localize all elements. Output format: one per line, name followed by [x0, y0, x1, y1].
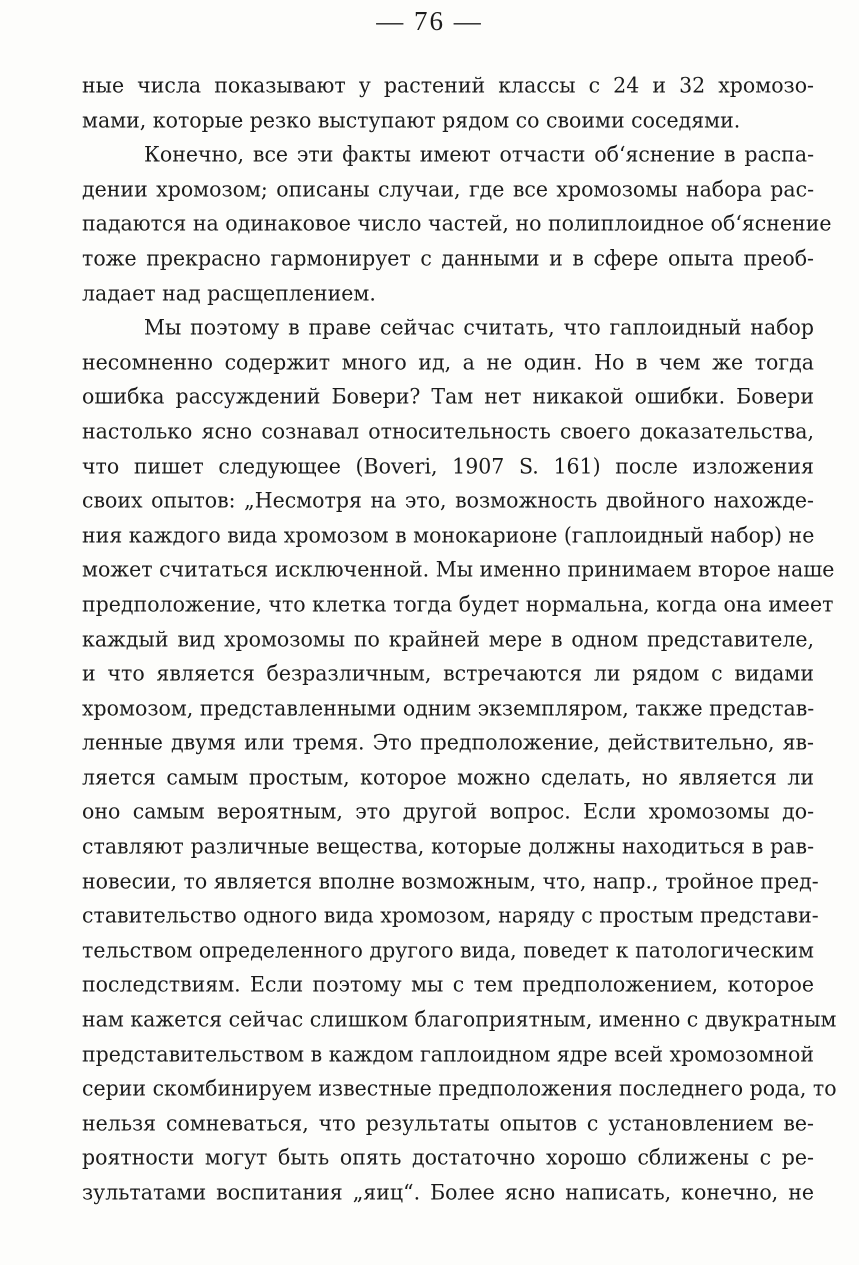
- text-line: нельзя сомневаться, что результаты опытов с установлением ве-: [82, 1110, 814, 1136]
- text-line: ошибка рассуждений Бовери? Там нет никакой ошибки. Бовери: [82, 383, 814, 409]
- text-line: Конечно, все эти факты имеют отчасти об‘яснение в распа-: [144, 141, 814, 167]
- text-line: ладает над расщеплением.: [82, 279, 376, 306]
- text-line: падаются на одинаковое число частей, но полиплоидное об‘яснение: [82, 210, 832, 236]
- text-line: зультатами воспитания „яиц“. Более ясно написать, конечно, не: [82, 1179, 814, 1205]
- text-line: ставительство одного вида хромозом, наряду с простым представи-: [82, 902, 819, 928]
- text-line: предположение, что клетка тогда будет нормальна, когда она имеет: [82, 591, 834, 617]
- text-line: роятности могут быть опять достаточно хорошо сближены с ре-: [82, 1144, 814, 1170]
- text-line: нам кажется сейчас слишком благоприятным, именно с двукратным: [82, 1006, 837, 1032]
- text-line: дении хромозом; описаны случаи, где все хромозомы набора рас-: [82, 176, 814, 202]
- text-line: тоже прекрасно гармонирует с данными и в сфере опыта преоб-: [82, 245, 814, 271]
- text-line: и что является безразличным, встречаются ли рядом с видами: [82, 660, 814, 686]
- text-line: ляется самым простым, которое можно сделать, но является ли: [82, 764, 814, 790]
- text-line: каждый вид хромозомы по крайней мере в одном представителе,: [82, 625, 814, 652]
- text-line: представительством в каждом гаплоидном ядре всей хромозомной: [82, 1041, 814, 1067]
- text-line: несомненно содержит много ид, а не один. Но в чем же тогда: [82, 349, 814, 375]
- text-line: последствиям. Если поэтому мы с тем предположением, которое: [82, 971, 814, 998]
- text-line: что пишет следующее (Boveri, 1907 S. 161) после изложения: [82, 452, 814, 479]
- text-line: Мы поэтому в праве сейчас считать, что гаплоидный набор: [144, 314, 814, 340]
- text-line: своих опытов: „Несмотря на это, возможность двойного нахожде-: [82, 487, 814, 513]
- text-line: мами, которые резко выступают рядом со своими соседями.: [82, 106, 741, 133]
- body-text: [82, 68, 837, 1210]
- text-line: ные числа показывают у растений классы с 24 и 32 хромозо-: [82, 72, 814, 98]
- text-line: хромозом, представленными одним экземпляром, также представ-: [82, 695, 815, 721]
- text-line: может считаться исключенной. Мы именно принимаем второе наше: [82, 556, 835, 582]
- text-line: ставляют различные вещества, которые должны находиться в рав-: [82, 833, 814, 859]
- text-line: серии скомбинируем известные предположения последнего рода, то: [82, 1075, 837, 1101]
- text-line: ленные двумя или тремя. Это предположение, действительно, яв-: [82, 729, 814, 755]
- text-line: настолько ясно сознавал относительность своего доказательства,: [82, 418, 814, 444]
- page-number: — 76 —: [376, 6, 483, 36]
- text-line: оно самым вероятным, это другой вопрос. Если хромозомы до-: [82, 798, 814, 825]
- text-line: ния каждого вида хромозом в монокарионе (гаплоидный набор) не: [82, 522, 815, 548]
- text-line: тельством определенного другого вида, поведет к патологическим: [82, 937, 814, 963]
- text-line: новесии, то является вполне возможным, что, напр., тройное пред-: [82, 868, 819, 894]
